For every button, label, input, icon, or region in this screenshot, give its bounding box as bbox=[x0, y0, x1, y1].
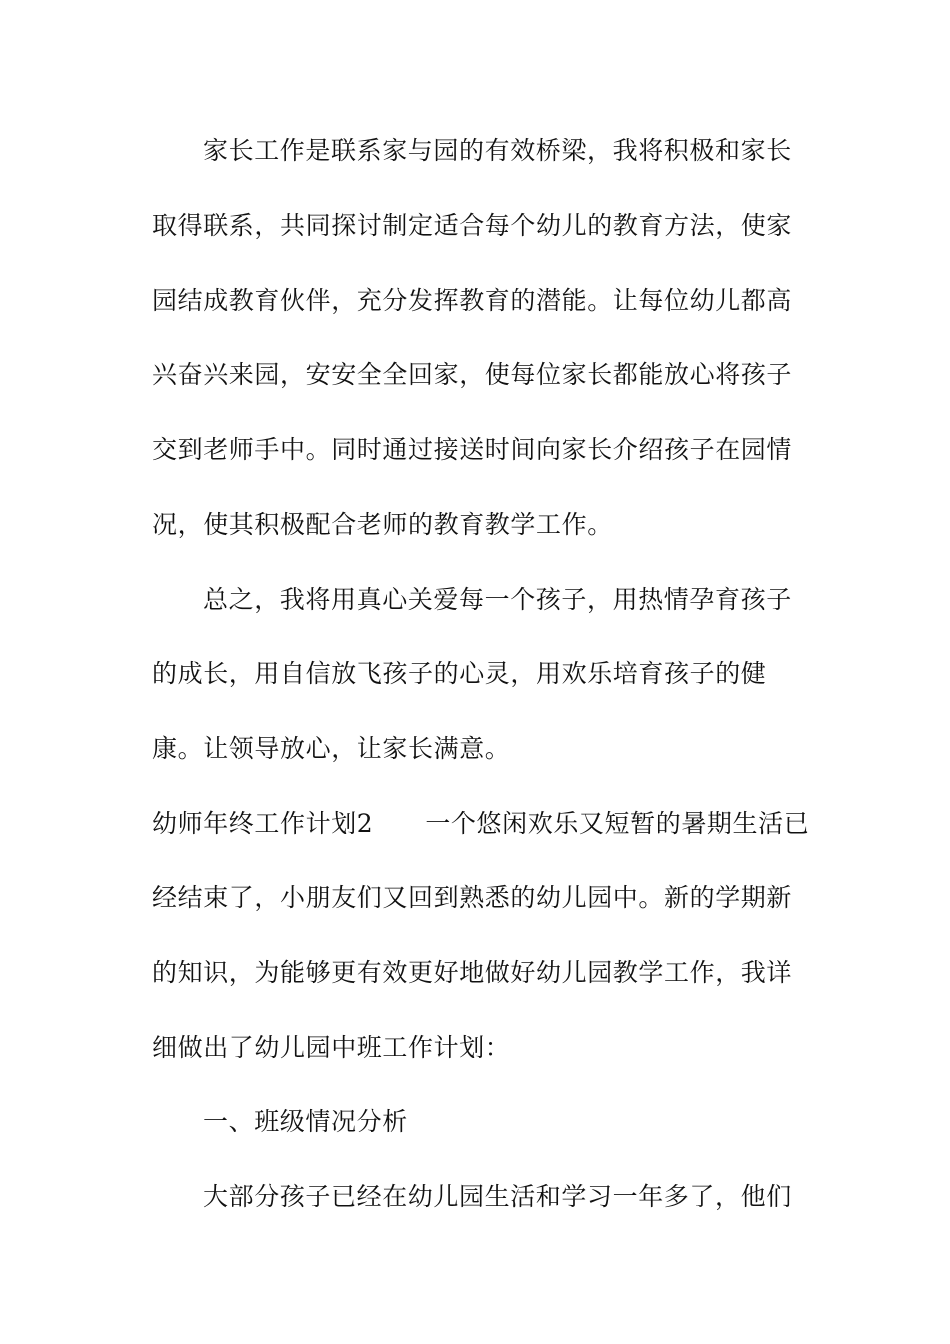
paragraph-line-11: 经结束了，小朋友们又回到熟悉的幼儿园中。新的学期新 bbox=[152, 883, 793, 912]
section-title: 幼师年终工作计划2 bbox=[152, 809, 374, 838]
paragraph-line-8: 的成长，用自信放飞孩子的心灵，用欢乐培育孩子的健 bbox=[152, 659, 767, 688]
paragraph-line-9: 康。让领导放心，让家长满意。 bbox=[152, 734, 511, 763]
paragraph-line-7: 总之，我将用真心关爱每一个孩子，用热情孕育孩子 bbox=[203, 585, 792, 614]
paragraph-line-5: 交到老师手中。同时通过接送时间向家长介绍孩子在园情 bbox=[152, 435, 793, 464]
paragraph-line-10: 一个悠闲欢乐又短暂的暑期生活已 bbox=[425, 809, 810, 838]
paragraph-line-15: 大部分孩子已经在幼儿园生活和学习一年多了，他们 bbox=[203, 1182, 792, 1211]
section-heading-line bbox=[152, 809, 809, 839]
paragraph-line-3: 园结成教育伙伴，充分发挥教育的潜能。让每位幼儿都高 bbox=[152, 286, 793, 315]
paragraph-line-6: 况，使其积极配合老师的教育教学工作。 bbox=[152, 510, 613, 539]
paragraph-line-13: 细做出了幼儿园中班工作计划： bbox=[152, 1033, 511, 1062]
paragraph-line-1: 家长工作是联系家与园的有效桥梁，我将积极和家长 bbox=[203, 136, 792, 165]
paragraph-line-12: 的知识，为能够更有效更好地做好幼儿园教学工作，我详 bbox=[152, 958, 793, 987]
paragraph-line-4: 兴奋兴来园，安安全全回家，使每位家长都能放心将孩子 bbox=[152, 360, 793, 389]
paragraph-line-2: 取得联系，共同探讨制定适合每个幼儿的教育方法，使家 bbox=[152, 211, 793, 240]
subheading-class-analysis: 一、班级情况分析 bbox=[203, 1107, 408, 1136]
